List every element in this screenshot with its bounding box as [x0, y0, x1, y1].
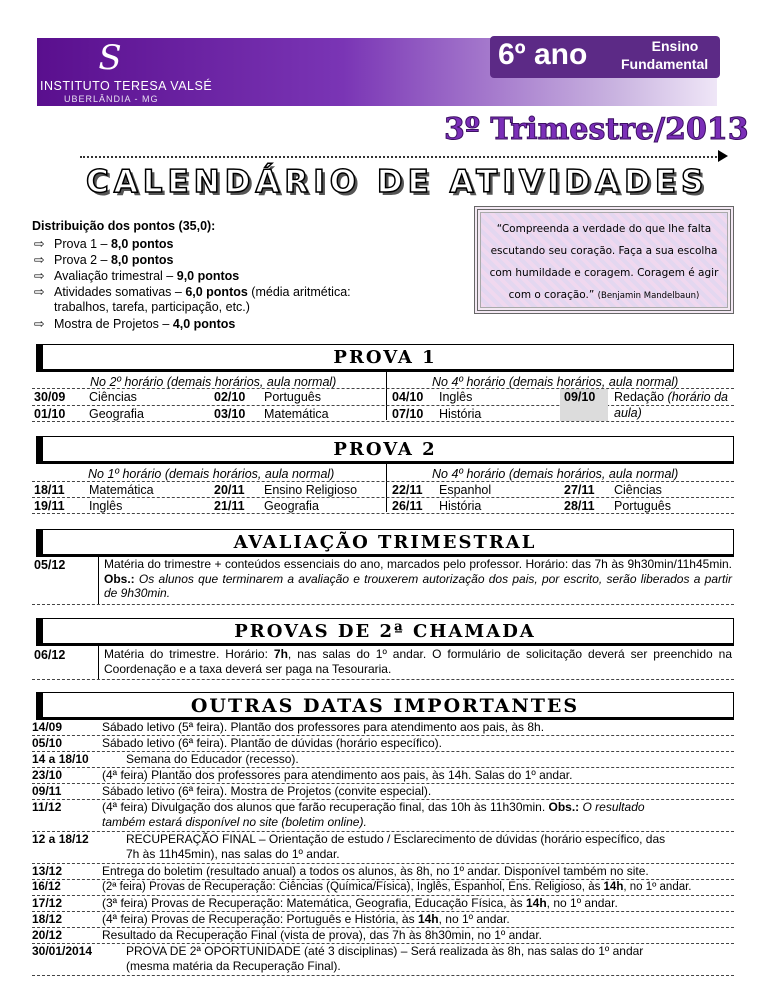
list-item: 13/12 Entrega do boletim (resultado anual) a todos os alunos, às 8h, no 1º andar. Disponível também no site.: [32, 864, 734, 880]
column-divider: [386, 464, 387, 512]
prova2-subject: Ensino Religioso: [264, 483, 358, 497]
section-title-outras: OUTRAS DATAS IMPORTANTES: [190, 695, 580, 717]
prova1-date: 03/10: [214, 407, 246, 421]
quote: “Compreenda a verdade do que lhe falta escutando seu coração. Faça a sua escolha com humildade e coragem. Coragem é agir com o coração.” (Benjamin Mandelbaun): [489, 223, 719, 301]
list-item: 17/12 (3ª feira) Provas de Recuperação: Matemática, Geografia, Educação Física, às 14h, no 1º andar.: [32, 896, 734, 912]
prova1-subject: Redação (horário da: [614, 390, 728, 404]
row-divider: [32, 388, 734, 389]
distribution-item: ⇨ Atividades somativas – 6,0 pontos (média aritmética:: [34, 285, 351, 299]
row-divider: [32, 679, 734, 680]
prova2-date: 20/11: [214, 483, 245, 497]
arrow-bullet-icon: ⇨: [34, 253, 45, 267]
arrow-bullet-icon: ⇨: [34, 237, 45, 251]
prova1-subject: Geografia: [89, 407, 144, 421]
arrow-bullet-icon: ⇨: [34, 285, 45, 299]
avaliacao-text: Matéria do trimestre + conteúdos essenciais do ano, marcados pelo professor. Horário: das 7h às 9h30min/11h45min. Obs.: Os alunos que terminarem a avaliação e trouxerem autorização dos pais, por escrito, serão liberados a partir de 9h30min.: [104, 557, 732, 600]
distribution-item: ⇨ Prova 1 – 8,0 pontos: [34, 237, 174, 251]
column-divider: [98, 646, 99, 679]
prova1-subject: Inglês: [439, 390, 473, 404]
prova2-subject: Ciências: [614, 483, 662, 497]
column-divider: [386, 372, 387, 420]
prova2-left-note: No 1º horário (demais horários, aula normal): [88, 467, 335, 481]
prova1-date: 09/10: [564, 390, 596, 404]
prova2-right-note: No 4º horário (demais horários, aula normal): [432, 467, 679, 481]
row-divider: [32, 497, 734, 498]
arrow-bullet-icon: ⇨: [34, 317, 45, 331]
distribution-title: Distribuição dos pontos (35,0):: [32, 219, 216, 233]
quote-author: (Benjamin Mandelbaun): [597, 291, 700, 301]
segunda-chamada-text: Matéria do trimestre. Horário: 7h, nas salas do 1º andar. O formulário de solicitação deverá ser preenchido na Coordenação e a taxa deverá ser paga na Tesouraria.: [104, 647, 732, 676]
list-item: 14/09 Sábado letivo (5ª feira). Plantão dos professores para atendimento aos pais, às 8h.: [32, 720, 734, 736]
list-item: 12 a 18/12 RECUPERAÇÃO FINAL – Orientação de estudo / Esclarecimento de dúvidas (horário específico, das 7h às 11h45min), nas salas do 1º andar.: [32, 832, 734, 864]
list-item: 11/12 (4ª feira) Divulgação dos alunos que farão recuperação final, das 10h às 11h30min. Obs.: O resultado também estará disponível no site (boletim online).: [32, 800, 734, 832]
prova2-date: 19/11: [34, 499, 65, 513]
prova2-subject: História: [439, 499, 482, 513]
term-title: 3º Trimestre/2013: [444, 112, 749, 147]
prova1-date: 02/10: [214, 390, 246, 404]
prova1-date: 07/10: [392, 407, 424, 421]
prova2-date: 21/11: [214, 499, 245, 513]
prova1-date: 01/10: [34, 407, 66, 421]
prova1-subject: Português: [264, 390, 321, 404]
prova1-subject: Matemática: [264, 407, 329, 421]
row-divider: [32, 481, 734, 482]
prova1-left-note: No 2º horário (demais horários, aula normal): [90, 375, 337, 389]
list-item: 23/10 (4ª feira) Plantão dos professores para atendimento aos pais, às 14h. Salas do 1º andar.: [32, 768, 734, 784]
prova2-date: 18/11: [34, 483, 65, 497]
prova2-date: 27/11: [564, 483, 595, 497]
column-divider: [98, 556, 99, 604]
list-item: 30/01/2014 PROVA DE 2ª OPORTUNIDADE (até 3 disciplinas) – Será realizada às 8h, nas salas do 1º andar (mesma matéria da Recuperação Final).: [32, 944, 734, 976]
prova1-right-note: No 4º horário (demais horários, aula normal): [432, 375, 679, 389]
section-title-segunda-chamada: PROVAS DE 2ª CHAMADA: [234, 621, 536, 642]
prova2-date: 26/11: [392, 499, 423, 513]
prova2-subject: Espanhol: [439, 483, 492, 497]
page-title: CALENDÁRIO DE ATIVIDADES: [86, 164, 709, 200]
prova2-date: 28/11: [564, 499, 595, 513]
prova1-subject-note: aula): [614, 406, 642, 420]
list-item: 05/10 Sábado letivo (6ª feira). Plantão de dúvidas (horário específico).: [32, 736, 734, 752]
prova2-subject: Matemática: [89, 483, 154, 497]
row-divider: [32, 604, 734, 605]
arrow-right-icon: [718, 150, 728, 162]
prova2-date: 22/11: [392, 483, 423, 497]
list-item: 20/12 Resultado da Recuperação Final (vista de prova), das 7h às 8h30min, no 1º andar.: [32, 928, 734, 944]
prova1-date: 30/09: [34, 390, 66, 404]
arrow-bullet-icon: ⇨: [34, 269, 45, 283]
list-item: 16/12 (2ª feira) Provas de Recuperação: Ciências (Química/Física), Inglês, Espanhol, Ens. Religioso, às 14h, no 1º andar.: [32, 880, 734, 896]
distribution-item-continuation: trabalhos, tarefa, participação, etc.): [54, 300, 250, 314]
avaliacao-date: 05/12: [34, 558, 66, 572]
section-title-prova2: PROVA 2: [333, 439, 437, 460]
section-title-avaliacao: AVALIAÇÃO TRIMESTRAL: [233, 532, 537, 553]
prova2-subject: Inglês: [89, 499, 123, 513]
prova1-date: 04/10: [392, 390, 424, 404]
level-line-2: Fundamental: [621, 56, 709, 72]
institution-logo-icon: S: [98, 38, 122, 78]
institution-name: INSTITUTO TERESA VALSÉ: [40, 79, 213, 93]
distribution-item: ⇨ Mostra de Projetos – 4,0 pontos: [34, 317, 236, 331]
prova1-subject: História: [439, 407, 482, 421]
section-title-prova1: PROVA 1: [333, 347, 437, 368]
grade-label: 6º ano: [498, 38, 588, 71]
row-divider: [32, 513, 734, 514]
segunda-chamada-date: 06/12: [34, 648, 66, 662]
institution-city: UBERLÂNDIA - MG: [64, 94, 159, 104]
level-line-1: Ensino: [651, 38, 699, 54]
list-item: 09/11 Sábado letivo (6ª feira). Mostra de Projetos (convite especial).: [32, 784, 734, 800]
row-divider: [32, 421, 734, 422]
distribution-item: ⇨ Prova 2 – 8,0 pontos: [34, 253, 174, 267]
prova1-subject: Ciências: [89, 390, 137, 404]
list-item: 18/12 (4ª feira) Provas de Recuperação: Português e História, às 14h, no 1º andar.: [32, 912, 734, 928]
divider-dotted: [80, 156, 720, 158]
distribution-item: ⇨ Avaliação trimestral – 9,0 pontos: [34, 269, 240, 283]
list-item: 14 a 18/10 Semana do Educador (recesso).: [32, 752, 734, 768]
prova2-subject: Geografia: [264, 499, 319, 513]
prova2-subject: Português: [614, 499, 671, 513]
